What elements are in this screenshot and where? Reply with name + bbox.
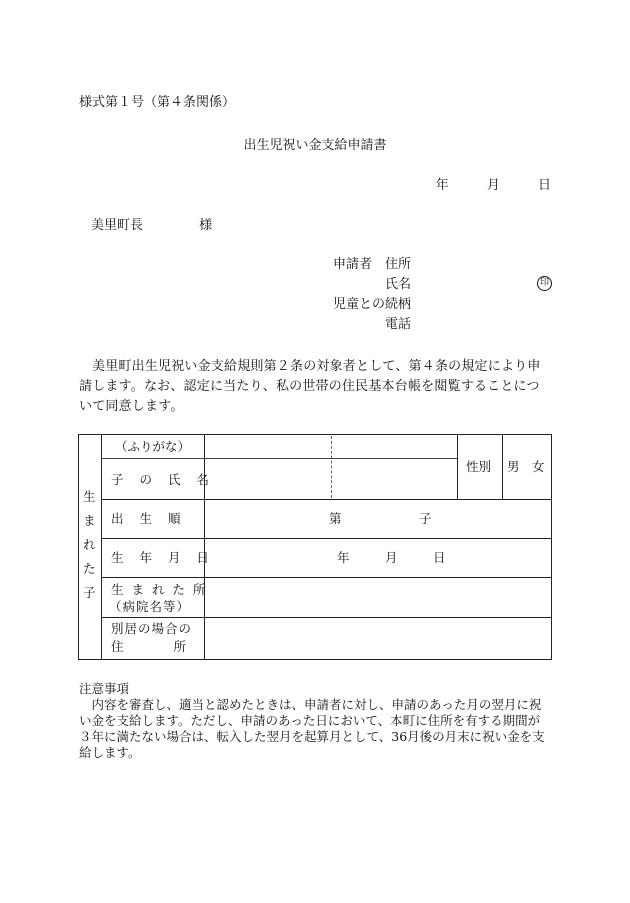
form-number: 様式第１号（第４条関係）	[79, 95, 236, 110]
sex-options: 男 女	[507, 459, 545, 474]
section-label-char: 子	[83, 585, 96, 600]
furigana-label: （ふりがな）	[115, 439, 191, 454]
birth-order-prefix: 第	[329, 511, 342, 526]
section-label-char: た	[83, 561, 96, 576]
date-year-label: 年	[435, 178, 449, 193]
birth-order-suffix: 子	[419, 511, 432, 526]
birthdate-label: 生 年 月 日	[111, 550, 215, 565]
date-month-label: 月	[486, 178, 500, 193]
applicant-phone-label: 電話	[385, 317, 412, 332]
addressee-name: 美里町長	[91, 218, 144, 233]
separate-address-label: 別居の場合の	[111, 621, 193, 636]
notes-body: 内容を審査し、適当と認めたときは、申請者に対し、申請のあった月の翌月に祝い金を支給します。ただし、申請のあった日において、本町に住所を有する期間が３年に満たない場合は、転入した翌月を起算月として、36月後の月末に祝い金を支給します。	[79, 697, 545, 760]
birth-order-label: 出 生 順	[111, 511, 187, 526]
document-title: 出生児祝い金支給申請書	[243, 138, 387, 153]
child-info-table	[78, 434, 552, 660]
birthdate-year: 年	[337, 550, 350, 565]
applicant-heading: 申請者	[333, 257, 373, 272]
section-label-char: ま	[83, 513, 96, 528]
section-label-char: 生	[83, 489, 96, 504]
applicant-address-label: 住所	[385, 257, 412, 272]
application-statement: 美里町出生児祝い金支給規則第２条の対象者として、第４条の規定により申請します。なお、認定に当たり、私の世帯の住民基本台帳を閲覧することについて同意します。	[79, 359, 541, 414]
child-name-label: 子 の 氏 名	[111, 472, 215, 487]
notes-heading: 注意事項	[79, 681, 130, 696]
separate-address-sublabel: 住 所	[111, 639, 187, 654]
applicant-name-label: 氏名	[385, 277, 412, 292]
date-day-label: 日	[537, 178, 551, 193]
addressee-honorific: 様	[199, 218, 213, 233]
birthdate-month: 月	[385, 550, 398, 565]
birthdate-day: 日	[433, 550, 446, 565]
date-line	[402, 178, 551, 194]
sex-label: 性別	[466, 459, 492, 474]
applicant-relation-label: 児童との続柄	[333, 297, 412, 312]
section-label-char: れ	[83, 537, 96, 552]
addressee	[91, 218, 212, 234]
seal-mark: 印	[537, 276, 552, 291]
birthplace-label: 生 ま れ た 所	[111, 582, 208, 597]
birthplace-sublabel: （病院名等）	[109, 599, 191, 614]
